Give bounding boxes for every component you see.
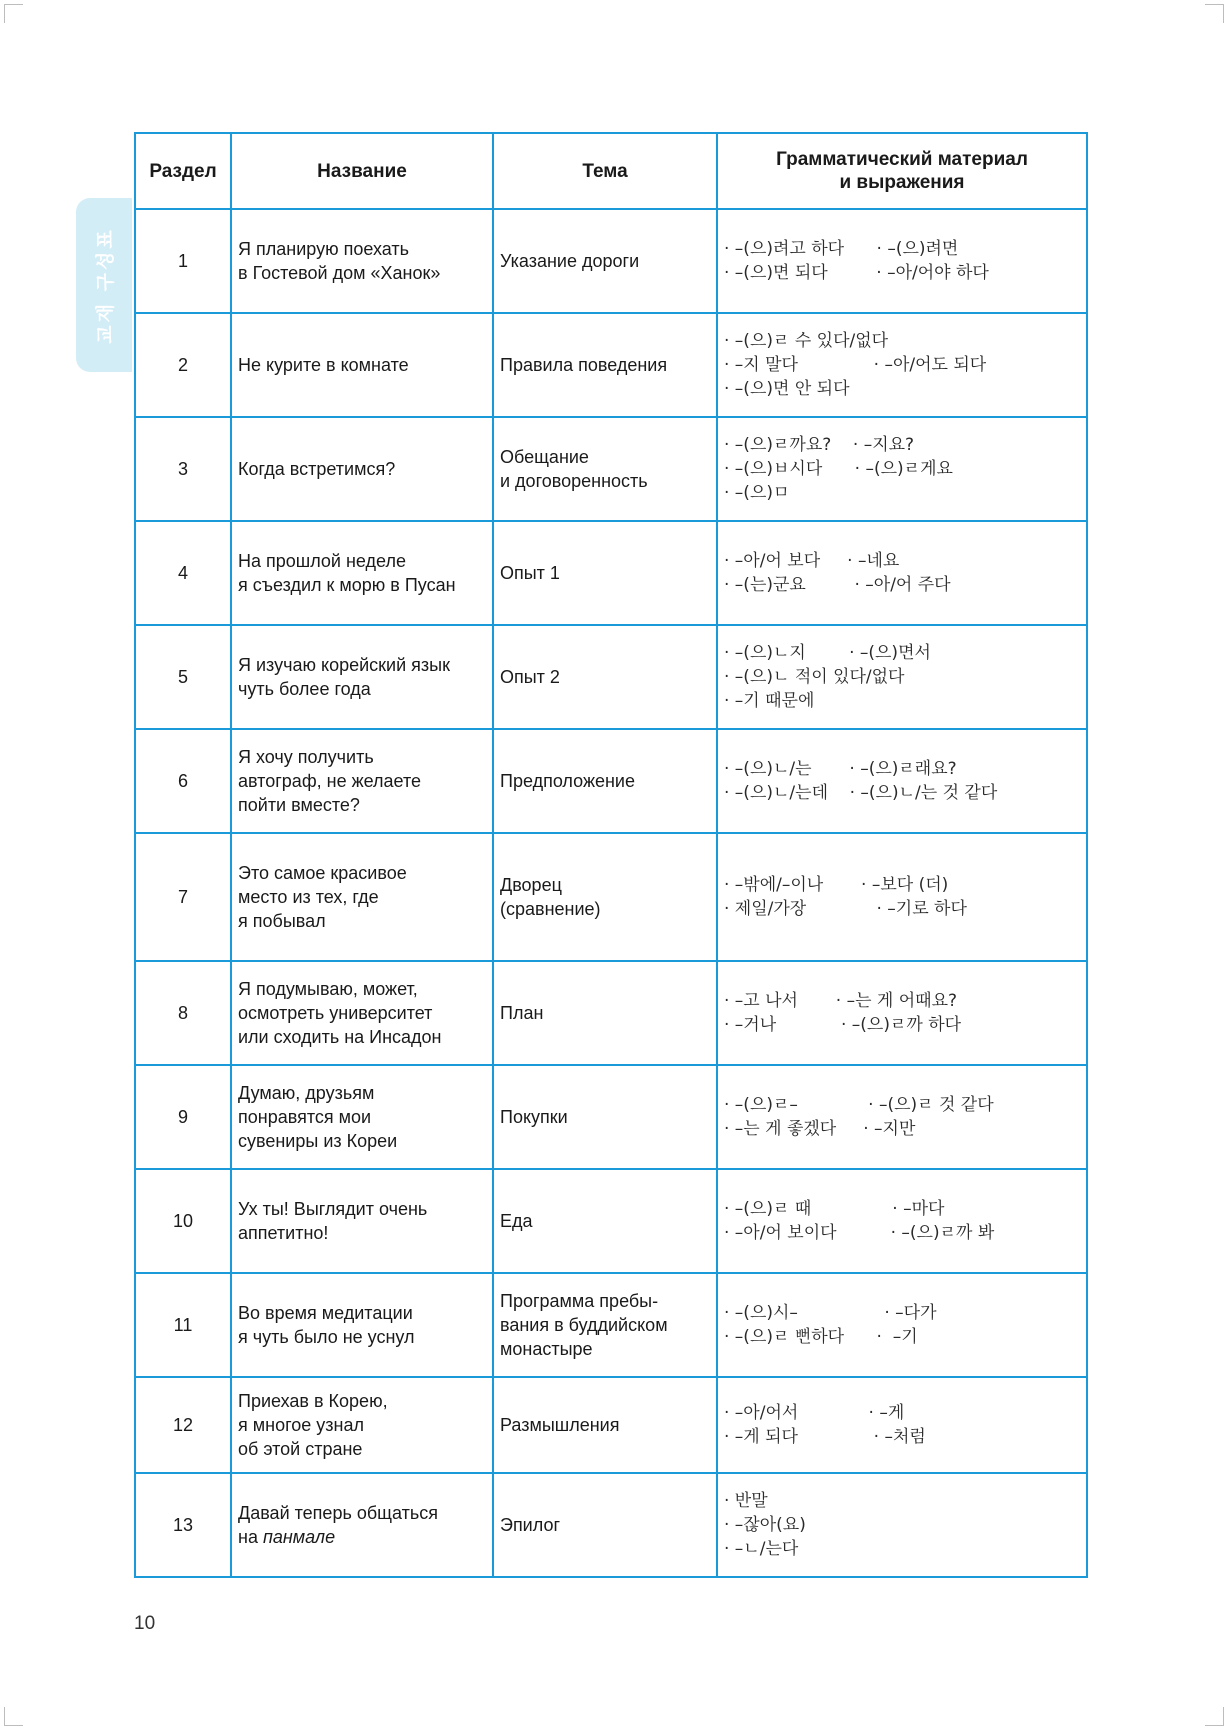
grammar-list [717, 1273, 1087, 1377]
grammar-item: · –(으)면 되다 · –아/어야 하다 [724, 263, 989, 283]
lesson-title: Не курите в комнате [231, 313, 493, 417]
header-topic: Тема [493, 133, 717, 209]
grammar-item: · –(으)ㄹ 뻔하다 · –기 [724, 1327, 918, 1347]
grammar-item: · –거나 · –(으)ㄹ까 하다 [724, 1015, 962, 1035]
table-row [135, 1169, 1087, 1273]
grammar-list [717, 625, 1087, 729]
page-number: 10 [134, 1613, 156, 1634]
table-row [135, 729, 1087, 833]
grammar-item: · –(으)ㄹ 때 · –마다 [724, 1199, 945, 1219]
section-number: 11 [135, 1273, 231, 1377]
lesson-topic: Опыт 1 [493, 521, 717, 625]
lesson-title: Я планирую поехать в Гостевой дом «Ханок» [231, 209, 493, 313]
grammar-item: · –(으)ㄴ 적이 있다/없다 [724, 667, 905, 687]
table-row [135, 625, 1087, 729]
grammar-item: · –(으)ㄴ/는데 · –(으)ㄴ/는 것 같다 [724, 783, 998, 803]
grammar-item: · –(으)려고 하다 · –(으)려면 [724, 239, 959, 259]
lesson-title-text: Давай теперь общаться на [238, 1503, 438, 1547]
grammar-item: · –기 때문에 [724, 691, 815, 711]
grammar-item: · 제일/가장 · –기로 하다 [724, 899, 967, 919]
lesson-topic: Предположение [493, 729, 717, 833]
section-number: 9 [135, 1065, 231, 1169]
crop-mark-bottom-right [1205, 1707, 1224, 1726]
lesson-topic: Правила поведения [493, 313, 717, 417]
grammar-item: · 반말 [724, 1491, 768, 1511]
section-number: 3 [135, 417, 231, 521]
table-row [135, 833, 1087, 961]
grammar-item: · –밖에/–이나 · –보다 (더) [724, 875, 949, 895]
lesson-topic: План [493, 961, 717, 1065]
grammar-item: · –(으)ㄹ– · –(으)ㄹ 것 같다 [724, 1095, 994, 1115]
grammar-list [717, 1169, 1087, 1273]
lesson-topic: Указание дороги [493, 209, 717, 313]
grammar-item: · –(으)ㄹ까요? · –지요? [724, 435, 915, 455]
lesson-title: Я изучаю корейский язык чуть более года [231, 625, 493, 729]
lesson-title: На прошлой неделе я съездил к морю в Пусан [231, 521, 493, 625]
grammar-list [717, 729, 1087, 833]
grammar-list [717, 833, 1087, 961]
lesson-title [231, 1473, 493, 1577]
grammar-list [717, 209, 1087, 313]
lesson-title: Приехав в Корею, я многое узнал об этой стране [231, 1377, 493, 1473]
header-row [135, 133, 1087, 209]
lesson-topic: Размышления [493, 1377, 717, 1473]
grammar-list [717, 313, 1087, 417]
lesson-topic: Еда [493, 1169, 717, 1273]
grammar-item: · –ㄴ/는다 [724, 1539, 799, 1559]
crop-mark-top-left [4, 4, 23, 23]
grammar-list [717, 521, 1087, 625]
lesson-title: Во время медитации я чуть было не уснул [231, 1273, 493, 1377]
section-number: 10 [135, 1169, 231, 1273]
table-row [135, 313, 1087, 417]
grammar-item: · –게 되다 · –처럼 [724, 1427, 926, 1447]
grammar-item: · –(으)ㄴ지 · –(으)면서 [724, 643, 931, 663]
grammar-item: · –지 말다 · –아/어도 되다 [724, 355, 987, 375]
side-tab-label: 교재 구성표 [94, 226, 117, 344]
grammar-item: · –잖아(요) [724, 1515, 806, 1535]
grammar-item: · –는 게 좋겠다 · –지만 [724, 1119, 916, 1139]
grammar-item: · –아/어서 · –게 [724, 1403, 905, 1423]
grammar-list [717, 417, 1087, 521]
header-section: Раздел [135, 133, 231, 209]
table-row [135, 961, 1087, 1065]
table-row [135, 1065, 1087, 1169]
section-number: 4 [135, 521, 231, 625]
grammar-list [717, 1065, 1087, 1169]
header-grammar: Грамматический материал и выражения [717, 133, 1087, 209]
grammar-item: · –(는)군요 · –아/어 주다 [724, 575, 951, 595]
grammar-list [717, 1377, 1087, 1473]
lesson-topic: Покупки [493, 1065, 717, 1169]
section-number: 12 [135, 1377, 231, 1473]
grammar-item: · –(으)ㅁ [724, 483, 790, 503]
table-row [135, 1377, 1087, 1473]
section-number: 1 [135, 209, 231, 313]
header-title: Название [231, 133, 493, 209]
section-number: 5 [135, 625, 231, 729]
lesson-topic: Дворец (сравнение) [493, 833, 717, 961]
grammar-item: · –(으)시– · –다가 [724, 1303, 937, 1323]
lesson-title: Ух ты! Выглядит очень аппетитно! [231, 1169, 493, 1273]
lesson-topic: Эпилог [493, 1473, 717, 1577]
lesson-topic: Опыт 2 [493, 625, 717, 729]
section-number: 13 [135, 1473, 231, 1577]
table-row [135, 521, 1087, 625]
lesson-title: Когда встретимся? [231, 417, 493, 521]
syllabus-table [134, 132, 1088, 1578]
table-row [135, 1273, 1087, 1377]
section-number: 8 [135, 961, 231, 1065]
lesson-title-emphasis: панмале [262, 1527, 336, 1547]
table-row [135, 417, 1087, 521]
section-number: 7 [135, 833, 231, 961]
lesson-title: Я хочу получить автограф, не желаете пойти вместе? [231, 729, 493, 833]
lesson-title: Думаю, друзьям понравятся мои сувениры из Кореи [231, 1065, 493, 1169]
grammar-item: · –고 나서 · –는 게 어때요? [724, 991, 958, 1011]
grammar-item: · –아/어 보다 · –네요 [724, 551, 900, 571]
section-number: 6 [135, 729, 231, 833]
lesson-title: Я подумываю, может, осмотреть университет или сходить на Инсадон [231, 961, 493, 1065]
grammar-item: · –(으)ㄹ 수 있다/없다 [724, 331, 889, 351]
grammar-item: · –(으)ㅂ시다 · –(으)ㄹ게요 [724, 459, 953, 479]
grammar-list [717, 1473, 1087, 1577]
lesson-title: Это самое красивое место из тех, где я побывал [231, 833, 493, 961]
table-body [135, 209, 1087, 1577]
grammar-item: · –(으)면 안 되다 [724, 379, 850, 399]
lesson-topic: Обещание и договоренность [493, 417, 717, 521]
section-number: 2 [135, 313, 231, 417]
lesson-topic: Программа пребы- вания в буддийском монастыре [493, 1273, 717, 1377]
table-row [135, 1473, 1087, 1577]
grammar-item: · –아/어 보이다 · –(으)ㄹ까 봐 [724, 1223, 995, 1243]
table-row [135, 209, 1087, 313]
crop-mark-bottom-left [4, 1707, 23, 1726]
grammar-list [717, 961, 1087, 1065]
grammar-item: · –(으)ㄴ/는 · –(으)ㄹ래요? [724, 759, 957, 779]
side-tab [76, 198, 132, 372]
crop-mark-top-right [1205, 4, 1224, 23]
